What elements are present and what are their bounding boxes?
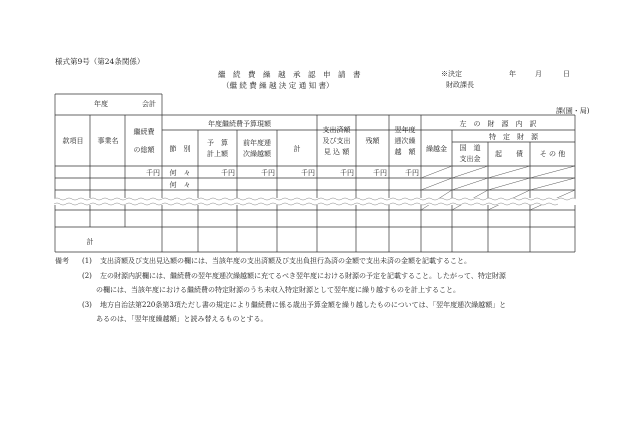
note-2-cont-text: の欄には、当該年度における繼続費の特定財源のうち未収入特定財源として翌年度に繰り越すものを計上すること。 — [96, 286, 460, 294]
col-carryover-fund-header: 繰越金 — [426, 145, 447, 153]
col-next-carryover-header-3: 越 額 — [394, 148, 416, 156]
col-paid-header-3: 見 込 額 — [323, 148, 350, 156]
month-label: 月 — [535, 70, 542, 78]
col-prev-carryover-header-1: 前年度逓 — [243, 139, 271, 147]
col-next-carryover-header-1: 翌年度 — [394, 126, 416, 134]
section-ditto-2: 何 々 — [169, 181, 191, 189]
addressee: 財政課長 — [446, 81, 474, 89]
unit-budget: 千円 — [221, 169, 235, 177]
note-1-number: (1) — [82, 257, 92, 265]
col-national-header-1: 国 道 — [459, 144, 481, 152]
decision-mark: ※決定 — [441, 70, 462, 78]
section-ditto-1: 何 々 — [169, 169, 191, 177]
col-bond-header: 起 債 — [495, 150, 523, 158]
col-project-header: 事業名 — [97, 137, 119, 145]
note-3-text: 地方自治法第220条第3項ただし書の規定により繼続費に係る歳出予算金額を繰り越したものについては、「翌年度逓次繰越額」と — [100, 300, 507, 309]
unit-prev-carryover: 千円 — [261, 169, 275, 177]
note-3 — [55, 298, 615, 313]
col-remaining-header: 残額 — [365, 137, 380, 145]
group-current-budget-header: 年度繼続費予算現額 — [208, 120, 271, 128]
col-paid-header-1: 支出済額 — [322, 126, 351, 134]
note-2 — [55, 269, 615, 284]
document-subtitle: （繼 続 費 繰 越 決 定 通 知 書） — [222, 81, 334, 90]
col-section-header: 節 別 — [169, 145, 191, 153]
department-label: 課(園・局) — [556, 107, 590, 115]
year-label: 年 — [509, 70, 516, 78]
col-total-header-1: 繼続費 — [133, 128, 155, 136]
note-2-continued — [55, 283, 615, 298]
unit-sum: 千円 — [301, 169, 315, 177]
total-row-label: 計 — [86, 238, 94, 246]
note-2-number: (2) — [82, 271, 92, 280]
day-label: 日 — [563, 70, 570, 78]
note-3-cont-text: あるのは、「翌年度繰越額」と読み替えるものとする。 — [96, 315, 268, 323]
unit-total: 千円 — [146, 169, 160, 177]
col-prev-carryover-header-2: 次繰越額 — [243, 150, 271, 158]
notes-section — [55, 254, 615, 327]
form-number: 様式第9号（第24条関係） — [55, 57, 145, 66]
group-specific-funds-header: 特 定 財 源 — [489, 133, 538, 141]
unit-next-carryover: 千円 — [405, 169, 419, 177]
col-national-header-2: 支出金 — [459, 155, 481, 163]
col-next-carryover-header-2: 逓次繰 — [394, 137, 416, 145]
note-1 — [55, 254, 615, 269]
fiscal-year-label: 年度 — [94, 100, 108, 108]
note-3-number: (3) — [82, 300, 92, 309]
note-1-text: 支出済額及び支出見込額の欄には、当該年度の支出済額及び支出負担行為済の金額で支出未済の金額を記載すること。 — [100, 257, 471, 265]
col-budget-header-2: 計上額 — [207, 150, 228, 158]
unit-paid: 千円 — [340, 169, 354, 177]
unit-remaining: 千円 — [373, 169, 387, 177]
col-other-header: そ の 他 — [539, 150, 566, 158]
col-budget-header-1: 予 算 — [207, 139, 228, 147]
col-total-header-2: の総額 — [133, 146, 155, 154]
note-3-continued — [55, 312, 615, 327]
col-item-header: 款項目 — [62, 137, 84, 145]
account-label: 会計 — [142, 100, 156, 108]
notes-label: 備考 — [55, 257, 69, 265]
group-breakdown-header: 左 の 財 源 内 訳 — [459, 120, 537, 128]
note-2-text: 左の財源内訳欄には、繼続費の翌年度逓次繰越額に充てるべき翌年度における財源の予定を記載すること。したがって、特定財源 — [100, 271, 506, 280]
col-paid-header-2: 及び支出 — [322, 137, 351, 145]
col-sum-header: 計 — [293, 145, 301, 153]
document-title: 繼 続 費 繰 越 承 認 申 請 書 — [218, 70, 361, 79]
